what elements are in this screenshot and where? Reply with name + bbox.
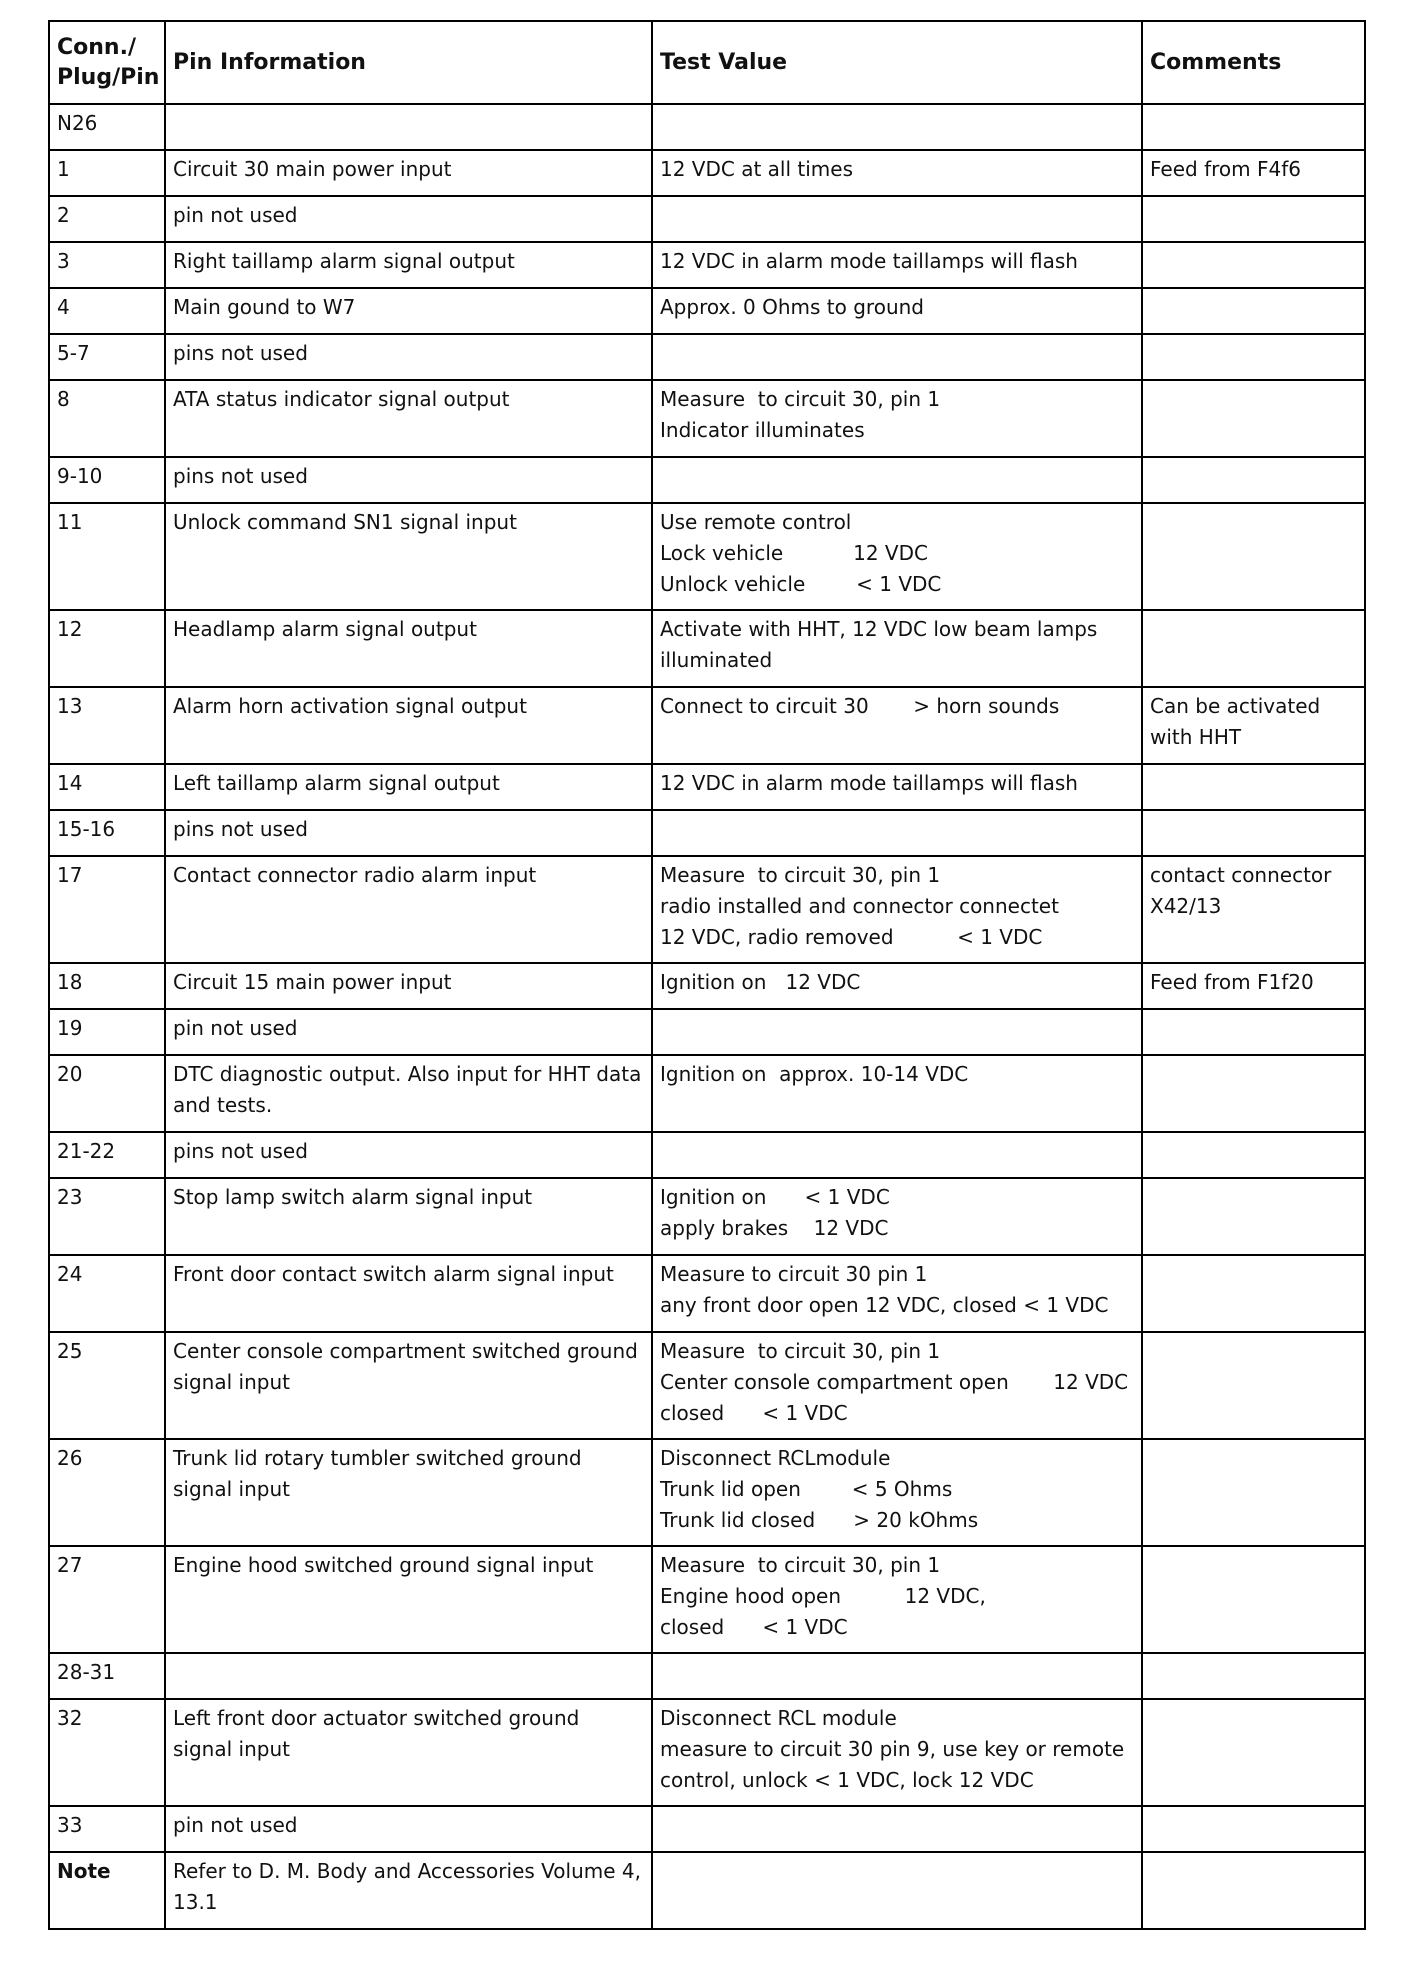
- cell-pin-information: Unlock command SN1 signal input: [165, 503, 652, 610]
- test-value-line: 12 VDC at all times: [660, 157, 853, 181]
- cell-pin: 20: [49, 1055, 165, 1132]
- cell-pin: Note: [49, 1852, 165, 1929]
- test-value-line: Ignition on 12 VDC: [660, 970, 861, 994]
- table-row: [49, 1806, 1365, 1852]
- test-value-line: Ignition on < 1 VDC: [660, 1185, 890, 1209]
- cell-comments: [1142, 334, 1365, 380]
- test-value-line: Trunk lid open < 5 Ohms: [660, 1477, 953, 1501]
- cell-pin: 9-10: [49, 457, 165, 503]
- cell-pin: 11: [49, 503, 165, 610]
- cell-pin-information: Stop lamp switch alarm signal input: [165, 1178, 652, 1255]
- cell-pin: 14: [49, 764, 165, 810]
- cell-test-value: [652, 810, 1142, 856]
- cell-pin-information: Alarm horn activation signal output: [165, 687, 652, 764]
- cell-pin-information: Left taillamp alarm signal output: [165, 764, 652, 810]
- cell-pin-information: Contact connector radio alarm input: [165, 856, 652, 963]
- cell-pin-information: Front door contact switch alarm signal input: [165, 1255, 652, 1332]
- cell-test-value: [652, 963, 1142, 1009]
- cell-comments: [1142, 1055, 1365, 1132]
- table-row: [49, 1439, 1365, 1546]
- cell-pin-information: ATA status indicator signal output: [165, 380, 652, 457]
- cell-pin: 24: [49, 1255, 165, 1332]
- cell-comments: Feed from F4f6: [1142, 150, 1365, 196]
- cell-pin-information: Circuit 15 main power input: [165, 963, 652, 1009]
- test-value-line: illuminated: [660, 648, 773, 672]
- table-row: [49, 288, 1365, 334]
- test-value-line: Ignition on approx. 10-14 VDC: [660, 1062, 969, 1086]
- cell-test-value: [652, 610, 1142, 687]
- cell-test-value: [652, 380, 1142, 457]
- cell-pin-information: Refer to D. M. Body and Accessories Volume 4, 13.1: [165, 1852, 652, 1929]
- test-value-line: 12 VDC in alarm mode taillamps will flash: [660, 249, 1078, 273]
- cell-pin: 28-31: [49, 1653, 165, 1699]
- cell-comments: [1142, 764, 1365, 810]
- cell-pin: 3: [49, 242, 165, 288]
- cell-pin: 12: [49, 610, 165, 687]
- table-row: [49, 457, 1365, 503]
- table-row: [49, 764, 1365, 810]
- test-value-line: Engine hood open 12 VDC,: [660, 1584, 986, 1608]
- cell-comments: [1142, 1255, 1365, 1332]
- table-row: [49, 856, 1365, 963]
- cell-pin-information: pin not used: [165, 1806, 652, 1852]
- cell-comments: [1142, 1806, 1365, 1852]
- cell-test-value: [652, 856, 1142, 963]
- test-value-line: any front door open 12 VDC, closed < 1 VDC: [660, 1293, 1109, 1317]
- cell-pin: 32: [49, 1699, 165, 1806]
- cell-pin: 1: [49, 150, 165, 196]
- test-value-line: 12 VDC, radio removed < 1 VDC: [660, 925, 1043, 949]
- cell-pin: 18: [49, 963, 165, 1009]
- cell-test-value: [652, 1132, 1142, 1178]
- cell-comments: [1142, 1699, 1365, 1806]
- test-value-line: Unlock vehicle < 1 VDC: [660, 572, 942, 596]
- cell-pin-information: Circuit 30 main power input: [165, 150, 652, 196]
- table-row: [49, 963, 1365, 1009]
- table-row: [49, 1178, 1365, 1255]
- pin-test-table: [48, 20, 1366, 1930]
- header-comments: Comments: [1142, 21, 1365, 104]
- cell-pin: 2: [49, 196, 165, 242]
- table-row: [49, 1009, 1365, 1055]
- cell-test-value: [652, 196, 1142, 242]
- cell-pin-information: Left front door actuator switched ground signal input: [165, 1699, 652, 1806]
- cell-comments: [1142, 196, 1365, 242]
- cell-test-value: [652, 1332, 1142, 1439]
- table-row: [49, 810, 1365, 856]
- cell-pin-information: DTC diagnostic output. Also input for HHT data and tests.: [165, 1055, 652, 1132]
- cell-test-value: [652, 104, 1142, 150]
- cell-test-value: [652, 334, 1142, 380]
- cell-test-value: [652, 1255, 1142, 1332]
- test-value-line: Measure to circuit 30, pin 1: [660, 1553, 941, 1577]
- test-value-line: Lock vehicle 12 VDC: [660, 541, 928, 565]
- cell-comments: Feed from F1f20: [1142, 963, 1365, 1009]
- cell-test-value: [652, 503, 1142, 610]
- cell-test-value: [652, 1699, 1142, 1806]
- cell-pin-information: pins not used: [165, 334, 652, 380]
- cell-comments: [1142, 1132, 1365, 1178]
- table-row: [49, 1699, 1365, 1806]
- cell-test-value: [652, 1546, 1142, 1653]
- test-value-line: Measure to circuit 30, pin 1: [660, 1339, 941, 1363]
- test-value-line: Activate with HHT, 12 VDC low beam lamps: [660, 617, 1098, 641]
- cell-comments: [1142, 288, 1365, 334]
- cell-comments: [1142, 1178, 1365, 1255]
- cell-test-value: [652, 1055, 1142, 1132]
- cell-test-value: [652, 1178, 1142, 1255]
- test-value-line: control, unlock < 1 VDC, lock 12 VDC: [660, 1768, 1034, 1792]
- cell-pin-information: pins not used: [165, 810, 652, 856]
- test-value-line: Trunk lid closed > 20 kOhms: [660, 1508, 979, 1532]
- test-value-line: closed < 1 VDC: [660, 1401, 848, 1425]
- test-value-line: measure to circuit 30 pin 9, use key or remote: [660, 1737, 1125, 1761]
- cell-comments: [1142, 1653, 1365, 1699]
- cell-comments: [1142, 1009, 1365, 1055]
- cell-comments: [1142, 610, 1365, 687]
- cell-test-value: [652, 457, 1142, 503]
- cell-pin-information: Headlamp alarm signal output: [165, 610, 652, 687]
- cell-comments: contact connector X42/13: [1142, 856, 1365, 963]
- test-value-line: Disconnect RCLmodule: [660, 1446, 891, 1470]
- test-value-line: radio installed and connector connectet: [660, 894, 1059, 918]
- cell-pin-information: pins not used: [165, 457, 652, 503]
- table-row: [49, 503, 1365, 610]
- test-value-line: Approx. 0 Ohms to ground: [660, 295, 924, 319]
- cell-comments: Can be activated with HHT: [1142, 687, 1365, 764]
- cell-test-value: [652, 687, 1142, 764]
- cell-pin: 21-22: [49, 1132, 165, 1178]
- table-row: [49, 610, 1365, 687]
- table-row: [49, 1255, 1365, 1332]
- test-value-line: Measure to circuit 30, pin 1: [660, 387, 941, 411]
- table-row: [49, 1653, 1365, 1699]
- cell-comments: [1142, 457, 1365, 503]
- cell-pin-information: pins not used: [165, 1132, 652, 1178]
- table-row: [49, 1546, 1365, 1653]
- table-body: [49, 104, 1365, 1929]
- cell-comments: [1142, 1546, 1365, 1653]
- table-row: [49, 1332, 1365, 1439]
- cell-pin-information: Trunk lid rotary tumbler switched ground signal input: [165, 1439, 652, 1546]
- test-value-line: closed < 1 VDC: [660, 1615, 848, 1639]
- cell-comments: [1142, 810, 1365, 856]
- test-value-line: Disconnect RCL module: [660, 1706, 897, 1730]
- cell-comments: [1142, 1852, 1365, 1929]
- cell-pin: N26: [49, 104, 165, 150]
- cell-pin-information: [165, 1653, 652, 1699]
- test-value-line: apply brakes 12 VDC: [660, 1216, 889, 1240]
- cell-test-value: [652, 764, 1142, 810]
- table-row: [49, 687, 1365, 764]
- cell-comments: [1142, 104, 1365, 150]
- cell-test-value: [652, 242, 1142, 288]
- cell-pin: 17: [49, 856, 165, 963]
- cell-test-value: [652, 1439, 1142, 1546]
- header-pin-information: Pin Information: [165, 21, 652, 104]
- cell-test-value: [652, 1852, 1142, 1929]
- cell-pin-information: pin not used: [165, 1009, 652, 1055]
- table-row: [49, 150, 1365, 196]
- cell-test-value: [652, 288, 1142, 334]
- table-row: [49, 380, 1365, 457]
- table-row: [49, 242, 1365, 288]
- cell-pin-information: Engine hood switched ground signal input: [165, 1546, 652, 1653]
- cell-pin: 19: [49, 1009, 165, 1055]
- test-value-line: Connect to circuit 30 > horn sounds: [660, 694, 1060, 718]
- cell-pin: 8: [49, 380, 165, 457]
- cell-test-value: [652, 1009, 1142, 1055]
- cell-test-value: [652, 150, 1142, 196]
- cell-pin: 15-16: [49, 810, 165, 856]
- test-value-line: Use remote control: [660, 510, 852, 534]
- cell-pin-information: Right taillamp alarm signal output: [165, 242, 652, 288]
- cell-comments: [1142, 1439, 1365, 1546]
- cell-pin-information: [165, 104, 652, 150]
- cell-pin: 33: [49, 1806, 165, 1852]
- cell-pin: 25: [49, 1332, 165, 1439]
- cell-pin: 23: [49, 1178, 165, 1255]
- cell-pin: 27: [49, 1546, 165, 1653]
- header-row: [49, 21, 1365, 104]
- cell-pin: 26: [49, 1439, 165, 1546]
- table-row: [49, 1132, 1365, 1178]
- cell-comments: [1142, 380, 1365, 457]
- table-row: [49, 196, 1365, 242]
- cell-comments: [1142, 503, 1365, 610]
- cell-pin: 4: [49, 288, 165, 334]
- table-row: [49, 334, 1365, 380]
- cell-pin-information: pin not used: [165, 196, 652, 242]
- header-test-value: Test Value: [652, 21, 1142, 104]
- cell-pin: 5-7: [49, 334, 165, 380]
- table-row: [49, 1055, 1365, 1132]
- cell-comments: [1142, 1332, 1365, 1439]
- table-row: [49, 104, 1365, 150]
- cell-test-value: [652, 1653, 1142, 1699]
- test-value-line: Center console compartment open 12 VDC: [660, 1370, 1129, 1394]
- table-row: [49, 1852, 1365, 1929]
- cell-pin-information: Main gound to W7: [165, 288, 652, 334]
- test-value-line: Indicator illuminates: [660, 418, 865, 442]
- cell-comments: [1142, 242, 1365, 288]
- cell-pin-information: Center console compartment switched ground signal input: [165, 1332, 652, 1439]
- test-value-line: 12 VDC in alarm mode taillamps will flash: [660, 771, 1078, 795]
- cell-pin: 13: [49, 687, 165, 764]
- test-value-line: Measure to circuit 30 pin 1: [660, 1262, 928, 1286]
- cell-test-value: [652, 1806, 1142, 1852]
- test-value-line: Measure to circuit 30, pin 1: [660, 863, 941, 887]
- header-conn-plug-pin: Conn./ Plug/Pin: [49, 21, 165, 104]
